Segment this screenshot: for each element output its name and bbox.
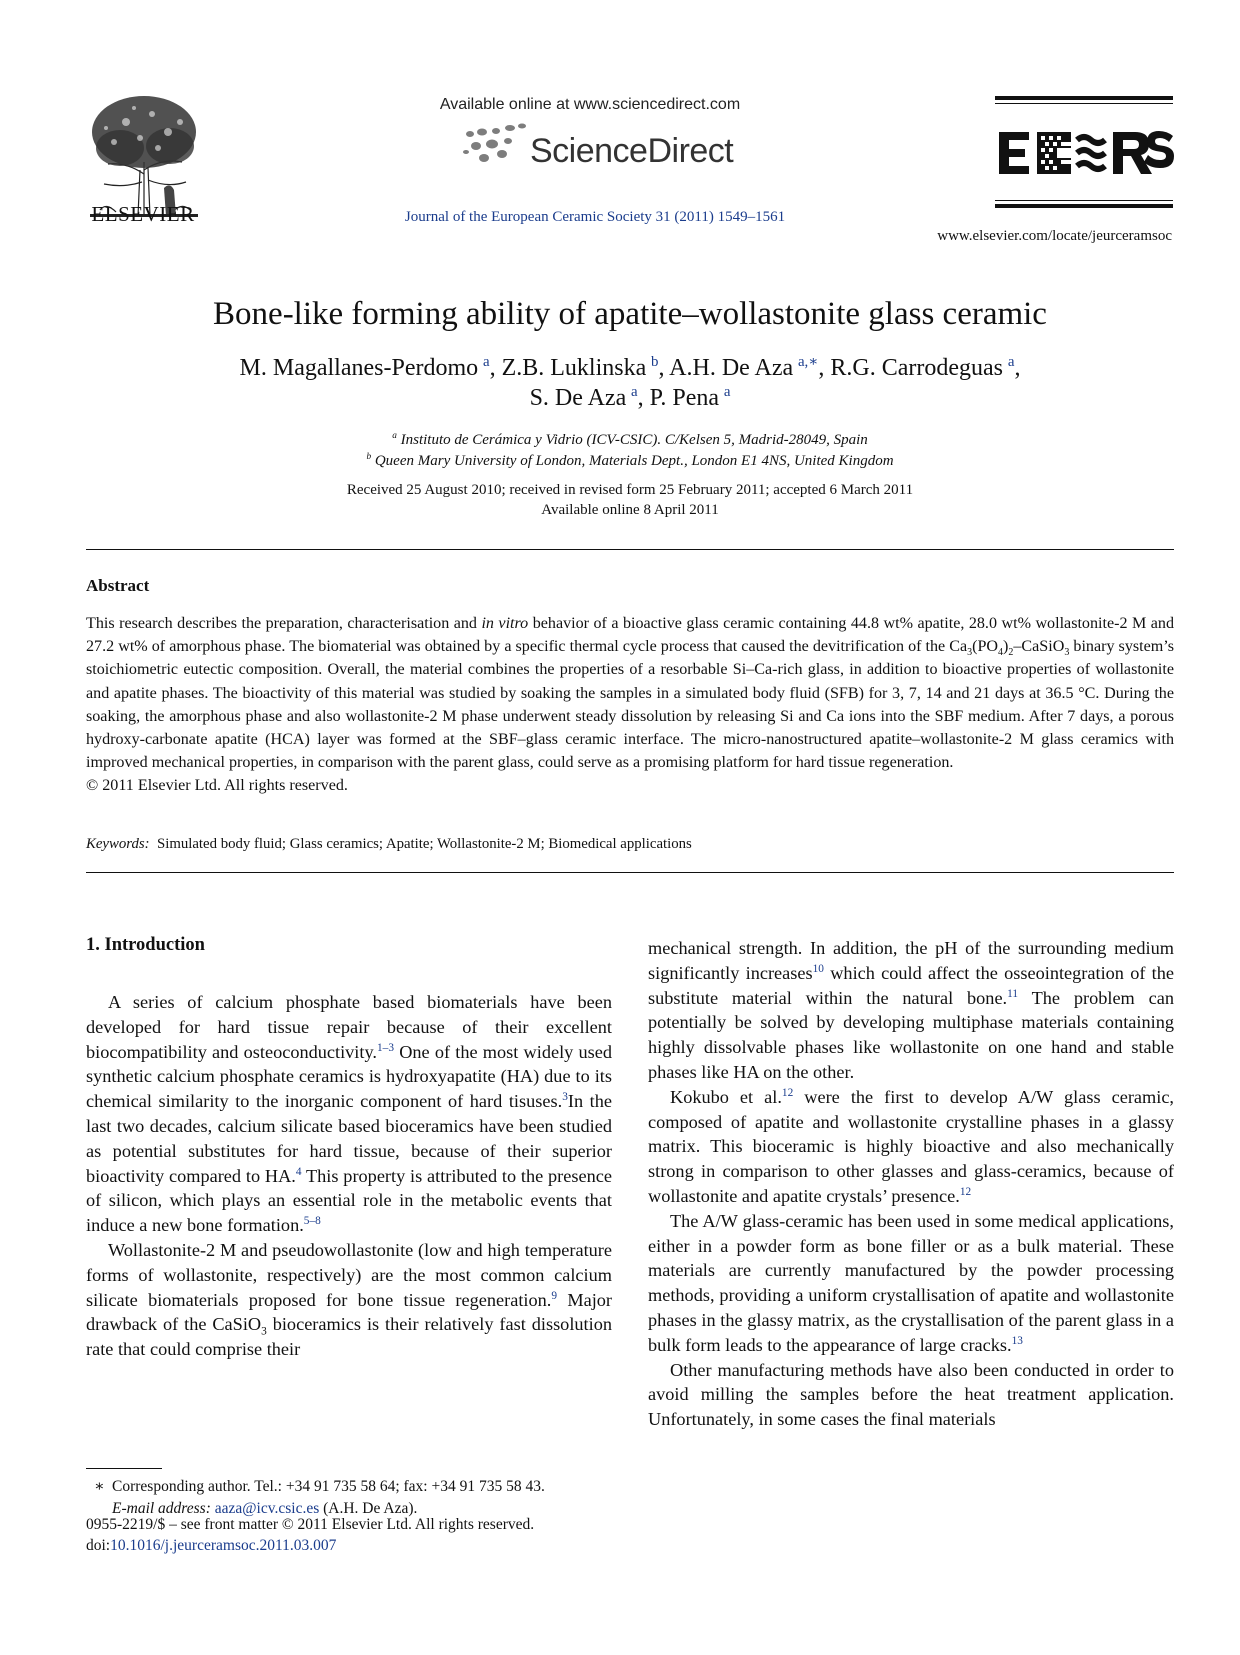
sciencedirect-dots-icon: [460, 122, 530, 168]
abstract-heading: Abstract: [86, 576, 150, 595]
keywords: [86, 836, 1174, 853]
text-span: This property is attributed to the presence of silicon, which plays an essential role in the metabolic events that induce a new bone formation.: [86, 1165, 612, 1236]
author-name[interactable]: M. Magallanes-Perdomo: [239, 355, 479, 381]
affiliation-text: Instituto de Cerámica y Vidrio (ICV-CSIC). C/Kelsen 5, Madrid-28049, Spain: [400, 432, 868, 448]
text-span: were the first to develop A/W glass ceramic, composed of apatite and wollastonite crystalline phases in a glassy matrix. This bioceramic is highly bioactive and also mechanically strong in comparison to other glasses and glass-ceramics, because of wollastonite and apatite crystals’ presence.: [648, 1086, 1174, 1206]
doi-link[interactable]: 10.1016/j.jeurceramsoc.2011.03.007: [110, 1537, 337, 1554]
abstract-span: This research describes the preparation, characterisation and: [86, 615, 482, 632]
text-span: bioceramics is their relatively fast dissolution rate that could comprise their: [86, 1314, 612, 1360]
keywords-list: Simulated body fluid; Glass ceramics; Apatite; Wollastonite-2 M; Biomedical applications: [156, 836, 692, 852]
footnote-rule: [86, 1468, 162, 1469]
article-dates: [86, 480, 1174, 520]
affiliation-mark: a: [392, 431, 397, 441]
citation-link[interactable]: 12: [959, 1185, 972, 1198]
formula-part: –CaSiO: [1013, 638, 1065, 656]
divider: [86, 872, 1174, 873]
publisher-wordmark: ELSEVIER: [91, 202, 195, 226]
email-label: E-mail address:: [112, 1500, 211, 1517]
author-list: M. Magallanes-Perdomo $^a$, Z.B. Luklinska $^b$, A.H. De Aza $^{a,∗}$, R.G. Carrodeguas $^a$, S. De Aza $^a$, P. Pena $^a$: [239, 354, 1021, 411]
doi-label: doi:: [86, 1537, 111, 1554]
issn-block: [86, 1514, 686, 1556]
footnote-contact: Corresponding author. Tel.: +34 91 735 58 64; fax: +34 91 735 58 43.: [112, 1478, 545, 1495]
formula-sub: 4: [998, 647, 1004, 659]
paragraph: [648, 1209, 1174, 1358]
affiliations: [86, 430, 1174, 472]
abstract-span: behavior of a bioactive glass ceramic containing 44.8 wt% apatite, 28.0 wt% wollastonite-2 M and 27.2 wt% of amorphous phase. The biomaterial was obtained by a specific thermal cycle process that caused the devitrification of the Ca: [86, 615, 1174, 656]
paragraph: [648, 1085, 1174, 1209]
email-owner: (A.H. De Aza).: [319, 1500, 418, 1517]
affiliation-line: [86, 430, 1174, 451]
issn-line: 0955-2219/$ – see front matter © 2011 Elsevier Ltd. All rights reserved.: [86, 1516, 535, 1533]
text-span: A series of calcium phosphate based biomaterials have been developed for hard tissue repair because of their excellent biocompatibility and osteoconductivity.: [86, 992, 612, 1062]
paragraph: [648, 1358, 1174, 1432]
citation-link[interactable]: 13: [1011, 1334, 1023, 1347]
citation-link[interactable]: 3: [562, 1091, 568, 1104]
text-span: Wollastonite-2 M and pseudowollastonite (low and high temperature forms of wollastonite, respectively) are the most common calcium silicate biomaterials proposed for bone tissue regeneration.: [86, 1239, 612, 1310]
author-name[interactable]: P. Pena: [649, 385, 719, 411]
right-column: [648, 936, 1174, 1432]
copyright-line: © 2011 Elsevier Ltd. All rights reserved.: [86, 777, 348, 795]
affiliation-text: Queen Mary University of London, Materials Dept., London E1 4NS, United Kingdom: [374, 453, 894, 469]
paragraph: [86, 1238, 612, 1362]
email-link[interactable]: aaza@icv.csic.es: [214, 1500, 320, 1517]
formula-part: (PO: [972, 638, 999, 656]
text-span: Other manufacturing methods have also been conducted in order to avoid milling the samples before the heat treatment application. Unfortunately, in some cases the final materials: [648, 1359, 1174, 1430]
keywords-label: Keywords:: [86, 836, 150, 852]
citation-link[interactable]: 12: [781, 1086, 794, 1099]
received-dates: Received 25 August 2010; received in revised form 25 February 2011; accepted 6 March 2011: [346, 482, 914, 498]
text-span: which could affect the osseointegration of the substitute material within the natural bone.: [648, 962, 1175, 1008]
author-name[interactable]: Z.B. Luklinska: [501, 355, 647, 381]
text-span: Major drawback of the CaSiO: [86, 1289, 613, 1335]
abstract-em: in vitro: [481, 615, 529, 632]
author-name[interactable]: R.G. Carrodeguas: [830, 355, 1004, 381]
affiliation-mark: b: [366, 452, 372, 462]
citation-link[interactable]: 10: [812, 962, 824, 975]
citation-link[interactable]: 11: [1007, 987, 1019, 1000]
available-online-text: Available online at www.sciencedirect.com: [439, 96, 741, 113]
abstract-text: [86, 612, 1174, 798]
logo-rule: [995, 200, 1173, 201]
affiliation-mark[interactable]: b: [651, 354, 659, 370]
divider: [86, 549, 1174, 550]
formula-part: ): [1003, 638, 1009, 656]
logo-rule: [995, 204, 1173, 208]
ecers-logo-icon: [997, 126, 1175, 180]
citation-link[interactable]: 5–8: [303, 1215, 321, 1228]
available-online-date: Available online 8 April 2011: [541, 502, 719, 518]
text-span: Kokubo et al.: [670, 1086, 782, 1107]
text-span: In the last two decades, calcium silicate based bioceramics have been studied as potential substitutes for hard tissue, because of their superior bioactivity compared to HA.: [86, 1091, 612, 1186]
article-title: Bone-like forming ability of apatite–wollastonite glass ceramic: [213, 296, 1047, 332]
elsevier-tree-logo-icon: [86, 92, 202, 218]
journal-reference-link[interactable]: Journal of the European Ceramic Society 31 (2011) 1549–1561: [404, 209, 786, 225]
abstract-span: binary system’s stoichiometric eutectic composition. Overall, the material combines the properties of a resorbable Si–Ca-rich glass, in addition to bioactive properties of wollastonite and apatite phases. The bioactivity of this material was studied by soaking the samples in a simulated body fluid (SFB) for 3, 7, 14 and 21 days at 36.5 °C. During the soaking, the amorphous phase and also wollastonite-2 M phase underwent steady dissolution by releasing Si and Ca ions into the SBF medium. After 7 days, a porous hydroxy-carbonate apatite (HCA) layer was formed at the SBF–glass ceramic interface. The micro-nanostructured apatite–wollastonite-2 M glass ceramics with improved mechanical properties, in comparison with the parent glass, could serve as a promising platform for hard tissue regeneration.: [86, 638, 1174, 772]
formula-sub: 3: [261, 1326, 267, 1339]
author-name[interactable]: S. De Aza: [529, 385, 627, 411]
text-span: mechanical strength. In addition, the pH of the surrounding medium significantly increases: [648, 938, 1174, 983]
journal-url[interactable]: www.elsevier.com/locate/jeurceramsoc: [937, 228, 1172, 244]
footnote-asterisk: ∗: [94, 1478, 105, 1495]
text-span: One of the most widely used synthetic calcium phosphate ceramics is hydroxyapatite (HA) due to its chemical similarity to the inorganic component of hard tisuses.: [86, 1041, 612, 1112]
formula-sub: 2: [1008, 647, 1014, 659]
citation-link[interactable]: 9: [551, 1289, 558, 1302]
citation-link[interactable]: 1–3: [377, 1041, 394, 1054]
affiliation-mark[interactable]: a: [1007, 354, 1015, 370]
affiliation-line: [86, 451, 1174, 472]
affiliation-mark[interactable]: a: [631, 384, 638, 400]
formula-sub: 3: [1064, 647, 1070, 659]
affiliation-mark[interactable]: a: [723, 384, 731, 400]
paragraph: [648, 936, 1174, 1085]
left-column: [86, 990, 612, 1362]
text-span: The A/W glass-ceramic has been used in some medical applications, either in a powder form as bone filler or as a bulk material. These materials are currently manufactured by the powder processing methods, providing a uniform crystallisation of apatite and wollastonite phases in the glassy matrix, as the crystallisation of the parent glass in a bulk form leads to the appearance of large cracks.: [648, 1210, 1174, 1355]
logo-rule: [995, 96, 1173, 100]
affiliation-mark[interactable]: a,∗: [797, 354, 819, 370]
text-span: The problem can potentially be solved by developing multiphase materials containing highly dissolvable phases like wollastonite on one hand and stable phases like HA on the other.: [648, 987, 1174, 1082]
logo-rule: [995, 103, 1173, 104]
doi-line: [86, 1535, 686, 1556]
formula-sub: 3: [967, 647, 973, 659]
section-heading: 1. Introduction: [86, 935, 205, 955]
author-name[interactable]: A.H. De Aza: [669, 355, 794, 381]
paragraph: [86, 990, 612, 1238]
citation-link[interactable]: 4: [295, 1165, 302, 1178]
sciencedirect-wordmark: ScienceDirect: [530, 132, 734, 170]
affiliation-mark[interactable]: a: [482, 354, 490, 370]
